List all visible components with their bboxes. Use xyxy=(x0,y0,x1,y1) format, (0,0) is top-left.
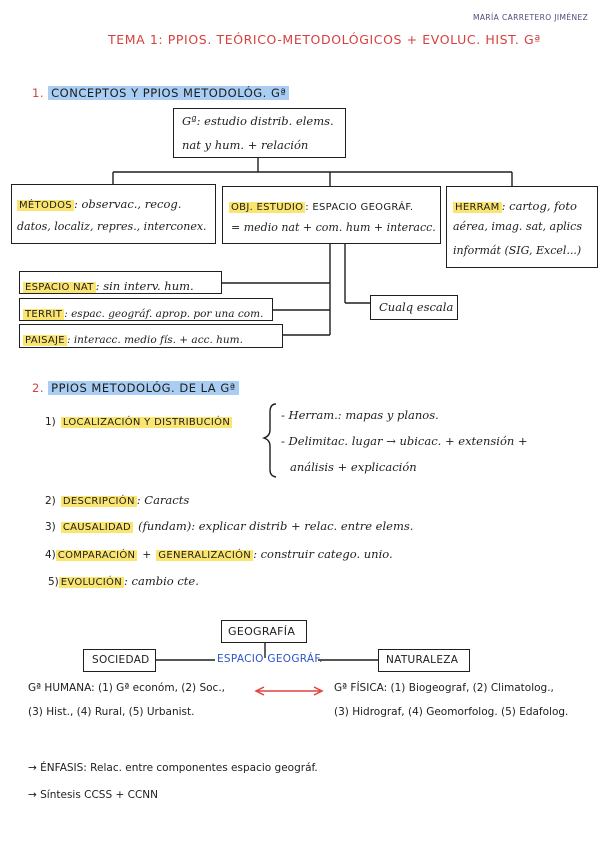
principle-4-label2: GENERALIZACIÓN xyxy=(158,550,252,561)
espacio-geografico-label: ESPACIO GEOGRÁF. xyxy=(217,653,323,665)
definition-line2: nat y hum. + relación xyxy=(182,138,309,152)
objeto-estudio-line1: : ESPACIO GEOGRÁF. xyxy=(305,202,414,213)
geografia-fisica-line1: Gª FÍSICA: (1) Biogeograf, (2) Climatolog., xyxy=(334,682,554,694)
principle-4-text: : construir catego. unio. xyxy=(253,547,393,561)
principle-3-number: 3) xyxy=(45,521,56,533)
espacio-natural-text: : sin interv. hum. xyxy=(95,279,194,293)
metodos-box xyxy=(11,184,216,244)
paisaje-box xyxy=(19,324,283,348)
principle-5-number: 5) xyxy=(48,576,59,588)
principle-2 xyxy=(45,489,189,508)
principle-2-number: 2) xyxy=(45,495,56,507)
geografia-fisica-line2: (3) Hidrograf, (4) Geomorfolog. (5) Edafolog. xyxy=(334,706,569,718)
principle-1-bullet1: - Herram.: mapas y planos. xyxy=(281,408,439,422)
principle-1-bullet2: - Delimitac. lugar → ubicac. + extensión + xyxy=(281,434,528,448)
definition-line1: Gª: estudio distrib. elems. xyxy=(182,114,334,128)
herramientas-line2: aérea, imag. sat, aplics xyxy=(453,220,582,233)
principle-1 xyxy=(45,410,232,429)
paisaje-text: : interacc. medio fís. + acc. hum. xyxy=(66,334,243,346)
principle-1-bullet3: análisis + explicación xyxy=(290,460,417,474)
principle-4-plus: + xyxy=(142,549,152,561)
objeto-estudio-box xyxy=(222,186,441,244)
section1-number: 1. xyxy=(32,86,44,100)
metodos-line2: datos, localiz, repres., interconex. xyxy=(17,220,207,233)
territorio-label: TERRIT xyxy=(25,309,63,320)
enfasis-line: → ÉNFASIS: Relac. entre componentes espacio geográf. xyxy=(28,762,318,774)
principle-1-number: 1) xyxy=(45,416,56,428)
author-name: MARÍA CARRETERO JIMÉNEZ xyxy=(473,13,589,22)
principle-2-label: DESCRIPCIÓN xyxy=(62,496,135,507)
principle-4 xyxy=(45,543,393,562)
section2-number: 2. xyxy=(32,381,44,395)
sociedad-box xyxy=(83,649,156,672)
geografia-label: GEOGRAFÍA xyxy=(228,625,296,638)
metodos-line1: : observac., recog. xyxy=(73,197,182,211)
territorio-text: : espac. geográf. aprop. por una com. xyxy=(64,308,264,320)
definition-box xyxy=(173,108,346,158)
herramientas-line3: informát (SIG, Excel...) xyxy=(453,244,582,257)
herramientas-box xyxy=(446,186,598,268)
objeto-estudio-line2: = medio nat + com. hum + interacc. xyxy=(231,221,436,234)
naturaleza-label: NATURALEZA xyxy=(386,654,459,666)
geografia-humana-line2: (3) Hist., (4) Rural, (5) Urbanist. xyxy=(28,706,195,718)
section2-title: PPIOS METODOLÓG. DE LA Gª xyxy=(48,381,239,395)
section2-heading xyxy=(32,381,239,395)
espacio-natural-label: ESPACIO NAT xyxy=(25,282,94,293)
objeto-estudio-label: OBJ. ESTUDIO xyxy=(231,202,304,213)
territorio-box xyxy=(19,298,273,321)
geografia-box xyxy=(221,620,307,643)
paisaje-label: PAISAJE xyxy=(25,335,65,346)
principle-4-number: 4) xyxy=(45,549,56,561)
herramientas-label: HERRAM xyxy=(455,202,500,213)
herramientas-line1: : cartog, foto xyxy=(501,199,577,213)
sociedad-label: SOCIEDAD xyxy=(92,654,150,666)
principle-5-label: EVOLUCIÓN xyxy=(60,577,123,588)
principle-3-label: CAUSALIDAD xyxy=(62,522,131,533)
cualquier-escala-box xyxy=(370,295,458,320)
sintesis-line: → Síntesis CCSS + CCNN xyxy=(28,789,158,801)
geografia-humana-line1: Gª HUMANA: (1) Gª económ, (2) Soc., xyxy=(28,682,225,694)
principle-1-label: LOCALIZACIÓN Y DISTRIBUCIÓN xyxy=(62,417,231,428)
principle-5 xyxy=(48,570,199,589)
principle-5-text: : cambio cte. xyxy=(124,574,199,588)
principle-4-label: COMPARACIÓN xyxy=(57,550,136,561)
cualquier-escala-text: Cualq escala xyxy=(379,300,454,314)
espacio-natural-box xyxy=(19,271,222,294)
section1-title: CONCEPTOS Y PPIOS METODOLÓG. Gª xyxy=(48,86,289,100)
principle-3-text: (fundam): explicar distrib + relac. entre elems. xyxy=(138,519,414,533)
principle-2-text: : Caracts xyxy=(136,493,190,507)
principle-3 xyxy=(45,515,413,534)
naturaleza-box xyxy=(378,649,470,672)
page-title: TEMA 1: PPIOS. TEÓRICO-METODOLÓGICOS + EVOLUC. HIST. Gª xyxy=(108,32,541,47)
metodos-label: MÉTODOS xyxy=(19,200,72,211)
